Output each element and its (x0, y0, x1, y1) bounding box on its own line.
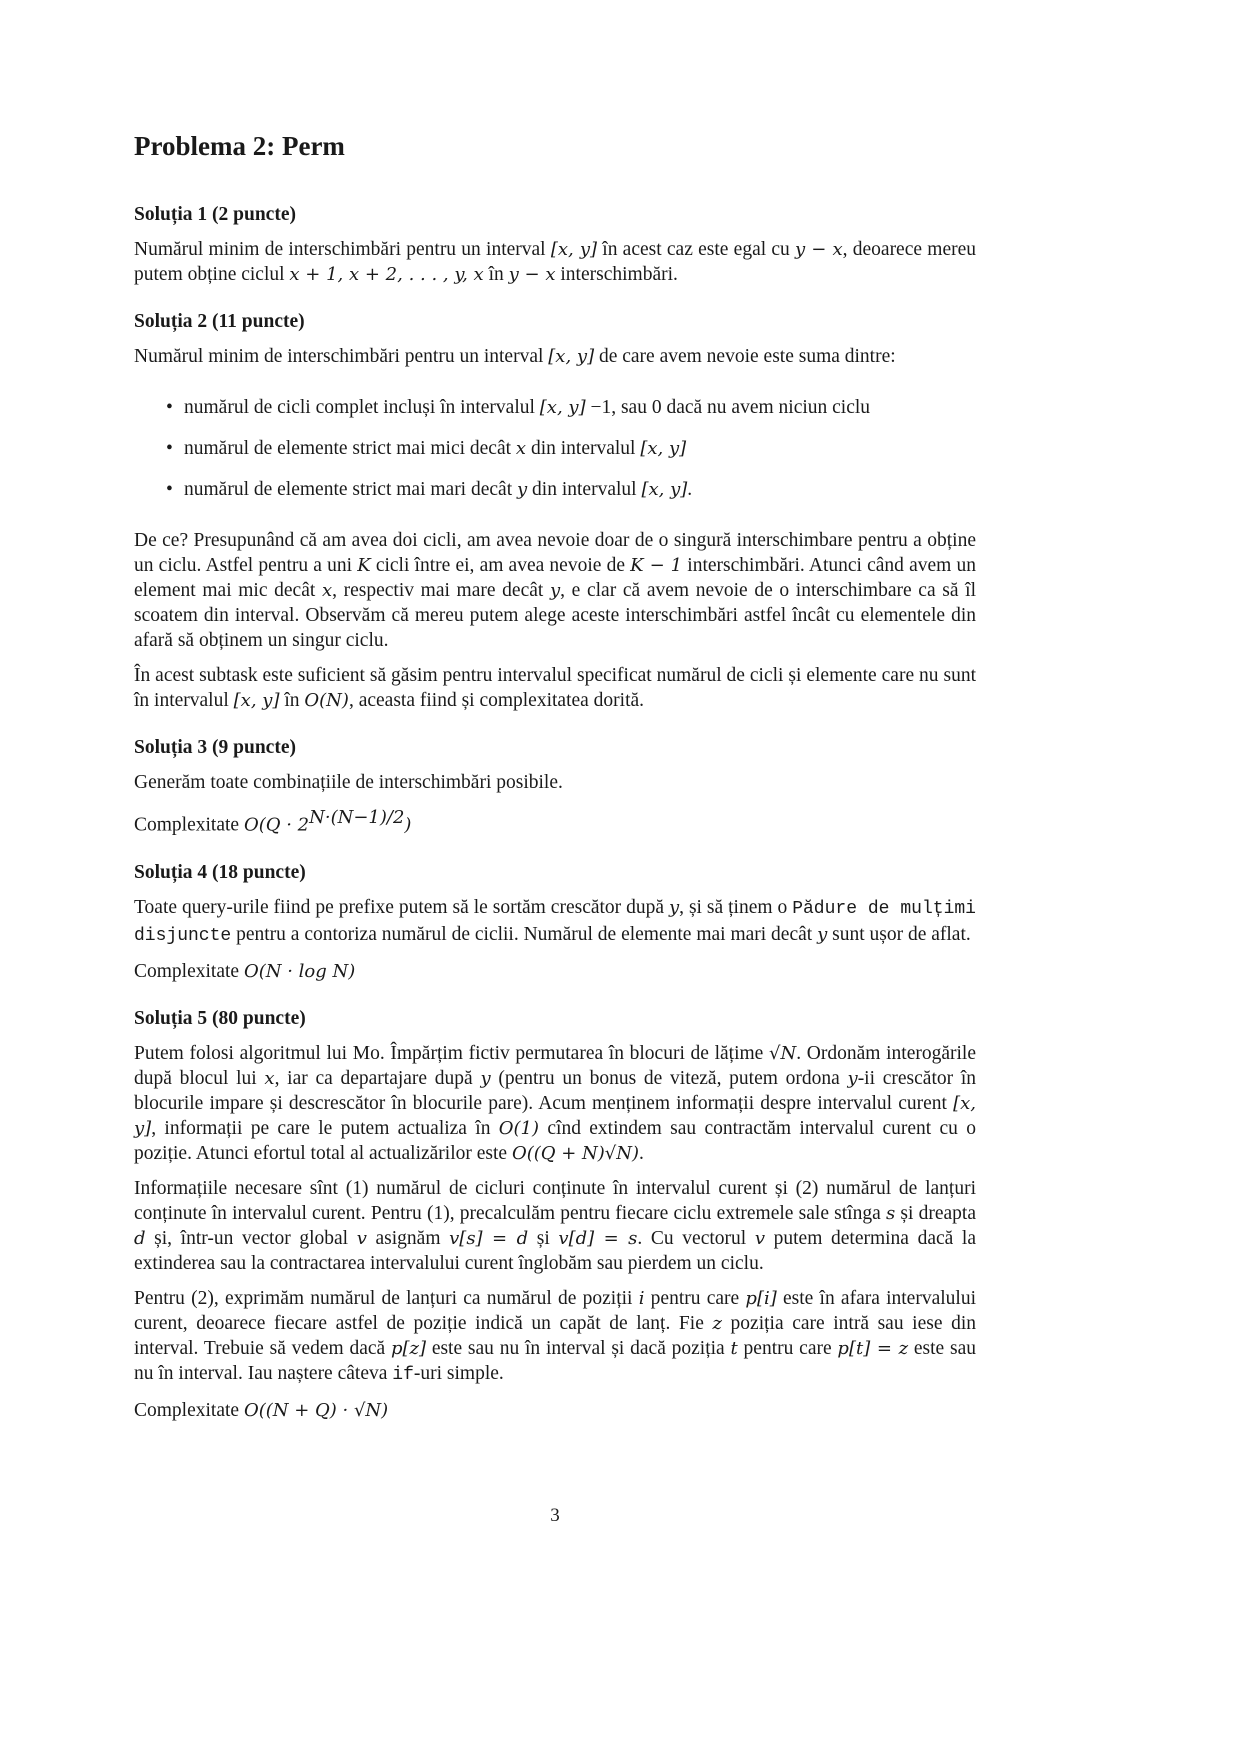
text-run: este sau nu în interval. Iau naștere câteva (134, 1337, 976, 1384)
text-run: , și să ținem o (679, 896, 793, 918)
text-run: −1, sau 0 dacă nu avem niciun ciclu (585, 397, 871, 418)
text-run: de care avem nevoie este suma dintre: (594, 346, 896, 367)
text-run: , aceasta fiind și complexitatea dorită. (348, 690, 645, 711)
text-run: în (483, 264, 509, 285)
math-expression: y − x (508, 264, 556, 285)
text-run: din intervalul (526, 438, 641, 459)
paragraph (134, 1176, 976, 1276)
text-run: -uri simple. (413, 1362, 504, 1384)
math-expression: i (638, 1287, 645, 1309)
math-expression: O((N + Q) · √N) (243, 1399, 389, 1421)
math-expression: v (754, 1227, 765, 1249)
text-run: din intervalul (527, 479, 642, 500)
text-run: cînd extindem sau contractăm intervalul curent cu o poziție. Atunci efortul total al actualizărilor este (134, 1117, 976, 1164)
text-run: , e clar că avem nevoie de o interschimbare ca să îl scoatem din interval. Observăm că mereu putem alege aceste interschimbări astfel încât cu elementele din afară să obținem un singur ciclu. (134, 580, 977, 651)
math-expression: z (712, 1312, 722, 1334)
text-run: și (528, 1227, 559, 1249)
section-heading: Soluția 2 (11 puncte) (134, 311, 305, 332)
text-run: pentru care (644, 1287, 746, 1309)
list-item (166, 436, 976, 461)
math-expression: ) (404, 814, 412, 836)
math-expression: O((Q + N)√N) (511, 1142, 640, 1164)
text-run: în acest caz este egal cu (597, 239, 796, 260)
math-expression: √N (769, 1042, 797, 1064)
text-run: interschimbări. (555, 264, 678, 285)
text-run: , informații pe care le putem actualiza în (151, 1117, 499, 1139)
paragraph (134, 663, 976, 713)
text-run: . (687, 479, 693, 500)
math-expression: y (549, 580, 561, 601)
text-run: numărul de elemente strict mai mari decât (184, 479, 517, 500)
math-expression: v[s] = d (449, 1227, 529, 1249)
math-expression: x + 1, x + 2, . . . , y, x (289, 264, 484, 285)
math-expression: [x, y] (233, 690, 280, 711)
text-run: Putem folosi algoritmul lui Mo. Împărțim fictiv permutarea în blocuri de lățime (134, 1042, 770, 1064)
math-expression: K (357, 555, 371, 576)
text-run: (pentru un bonus de viteză, putem ordona (490, 1067, 848, 1089)
text-run: poziția care intră sau iese din interval. Trebuie să vedem dacă (134, 1312, 976, 1359)
section-heading: Soluția 3 (9 puncte) (134, 737, 296, 758)
text-run: este în afara intervalului curent, deoarece fiecare astfel de poziție indică un capăt de lanț. Fie (134, 1287, 976, 1334)
paragraph (134, 770, 976, 795)
list-item (166, 395, 976, 420)
paragraph (134, 1286, 976, 1388)
text-run: numărul de cicli complet incluși în intervalul (184, 397, 540, 418)
text-run: , iar ca departajare după (274, 1067, 481, 1089)
text-run: Informațiile necesare sînt (1) numărul de cicluri conținute în intervalul curent și (2) numărul de lanțuri conținute în intervalul curent. Pentru (1), precalculăm pentru fiecare ciclu extremele sale stînga (134, 1177, 976, 1224)
math-expression: s (885, 1202, 896, 1224)
math-expression: y − x (795, 239, 843, 260)
math-expression: v[d] = s (558, 1227, 638, 1249)
math-expression: y (817, 923, 828, 945)
text-run: -ii crescător în blocurile impare și descrescător în blocurile pare). Acum menținem informații despre intervalul curent (134, 1067, 976, 1114)
page-number: 3 (550, 1505, 560, 1526)
math-expression: O(Q · 2 (243, 814, 310, 836)
math-expression: y (847, 1067, 858, 1089)
text-run: Complexitate (134, 960, 244, 982)
code-text: Pădure de mulțimi disjuncte (134, 898, 976, 946)
paragraph (134, 895, 976, 949)
math-expression: [x, y] (539, 397, 586, 418)
math-expression: x (264, 1067, 275, 1089)
text-run: asignăm (366, 1227, 450, 1249)
code-text: if (392, 1364, 414, 1385)
section-heading: Soluția 4 (18 puncte) (134, 861, 306, 883)
paragraph (134, 1398, 976, 1423)
section-heading: Soluția 1 (2 puncte) (134, 204, 296, 225)
math-expression: y (668, 896, 680, 918)
text-run: sunt ușor de aflat. (827, 923, 971, 945)
math-expression: x (515, 438, 527, 459)
text-run: Numărul minim de interschimbări pentru un interval (134, 346, 549, 367)
math-expression: O(1) (498, 1117, 540, 1139)
document-page (134, 128, 976, 1433)
text-run: cicli între ei, am avea nevoie de (370, 555, 631, 576)
text-run: și dreapta (895, 1202, 976, 1224)
paragraph (134, 959, 976, 984)
math-expression: y (480, 1067, 491, 1089)
list-item (166, 477, 976, 502)
math-expression: v (356, 1227, 367, 1249)
math-expression: K − 1 (630, 555, 683, 576)
bullet-list (134, 395, 976, 502)
math-expression: [x, y] (641, 479, 688, 500)
paragraph (134, 1041, 976, 1166)
math-expression: x (321, 580, 333, 601)
math-expression: t (730, 1337, 738, 1359)
paragraph (134, 344, 976, 369)
math-expression: [x, y] (134, 1092, 976, 1139)
text-run: , deoarece mereu putem obține ciclul (134, 239, 976, 285)
math-expression: N·(N−1)/2 (309, 807, 405, 828)
text-run: Complexitate (134, 1399, 244, 1421)
text-run: , respectiv mai mare decât (332, 580, 550, 601)
math-expression: O(N · log N) (243, 960, 356, 982)
math-expression: d (134, 1227, 146, 1249)
math-expression: [x, y] (548, 346, 595, 367)
paragraph (134, 237, 976, 287)
text-run: Toate query-urile fiind pe prefixe putem să le sortăm crescător după (134, 896, 669, 918)
page-title: Problema 2: Perm (134, 131, 345, 161)
text-run: . Ordonăm interogările după blocul lui (134, 1042, 976, 1089)
text-run: în (279, 690, 305, 711)
math-expression: [x, y] (640, 438, 687, 459)
text-run: numărul de elemente strict mai mici decât (184, 438, 516, 459)
sections (134, 202, 976, 1423)
math-expression: y (517, 479, 528, 500)
text-run: pentru care (737, 1337, 838, 1359)
text-run: În acest subtask este suficient să găsim pentru intervalul specificat numărul de cicli și elemente care nu sunt în intervalul (134, 665, 976, 711)
math-expression: [x, y] (550, 239, 598, 260)
text-run: interschimbări. Atunci când avem un element mai mic decât (134, 555, 976, 601)
text-run: De ce? Presupunând că am avea doi cicli, am avea nevoie doar de o singură interschimbare pentru a obține un ciclu. Astfel pentru a uni (134, 530, 976, 576)
text-run: putem determina dacă la extinderea sau la contractarea intervalului curent înglobăm sau pierdem un ciclu. (134, 1227, 977, 1274)
text-run: Complexitate (134, 814, 244, 836)
math-expression: p[z] (390, 1337, 427, 1359)
text-run: este sau nu în interval și dacă poziția (426, 1337, 731, 1359)
math-expression: p[t] = z (837, 1337, 909, 1359)
text-run: și, într-un vector global (145, 1227, 357, 1249)
paragraph (134, 805, 976, 838)
paragraph (134, 528, 976, 653)
text-run: pentru a contoriza numărul de ciclii. Numărul de elemente mai mari decât (231, 923, 818, 945)
text-run: Pentru (2), exprimăm numărul de lanțuri ca numărul de poziții (134, 1287, 639, 1309)
section-heading: Soluția 5 (80 puncte) (134, 1007, 306, 1029)
math-expression: O(N) (304, 690, 349, 711)
text-run: . (639, 1142, 644, 1164)
text-run: Generăm toate combinațiile de interschimbări posibile. (134, 772, 563, 793)
text-run: Numărul minim de interschimbări pentru un interval (134, 239, 551, 260)
text-run: . Cu vectorul (637, 1227, 755, 1249)
math-expression: p[i] (745, 1287, 777, 1309)
